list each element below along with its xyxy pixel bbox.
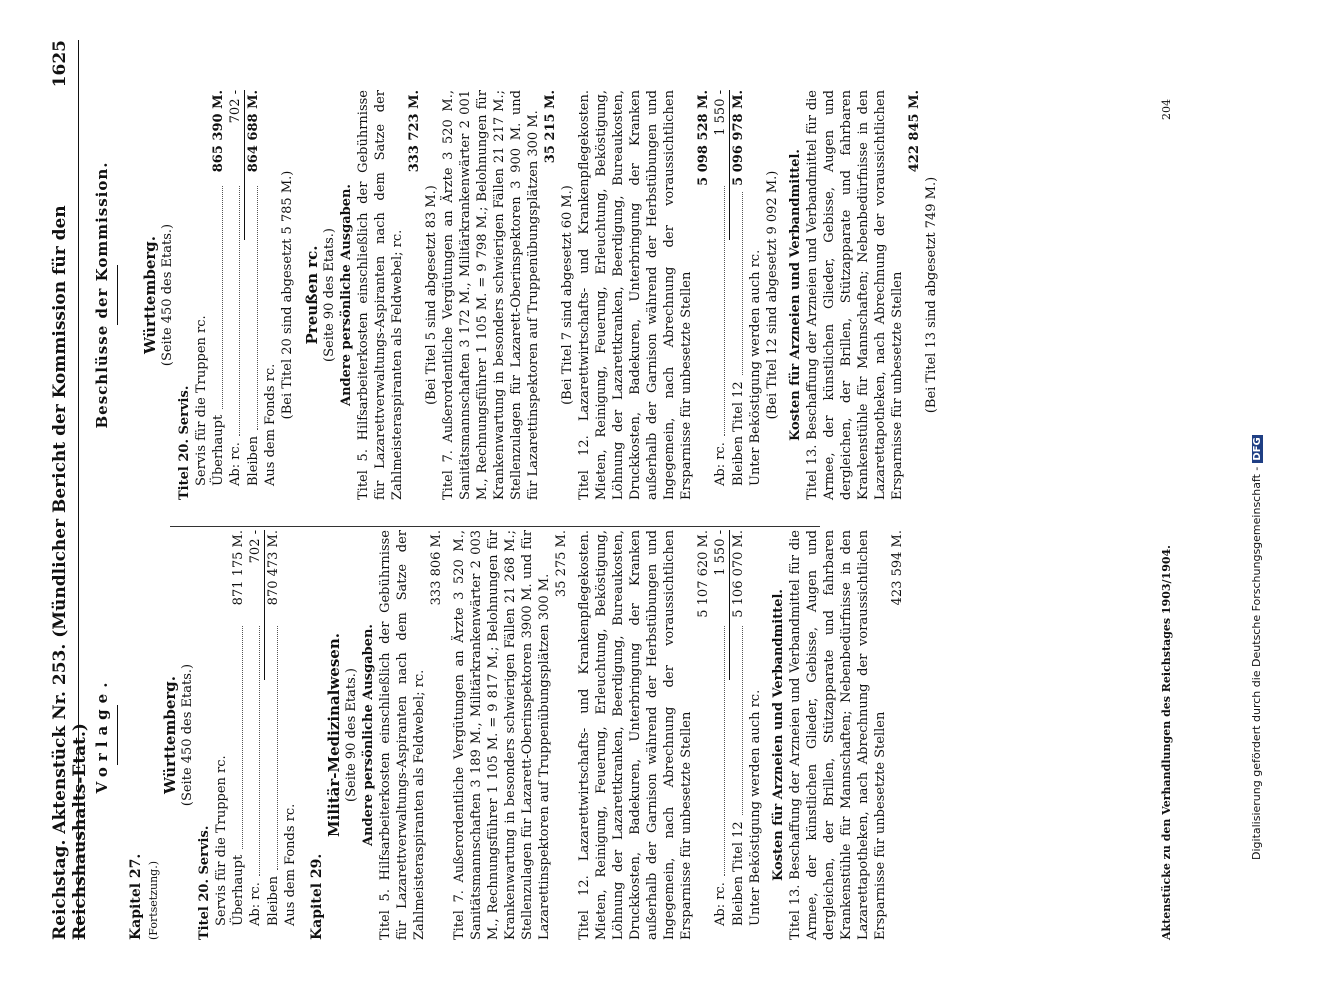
row-label: Bleiben [266, 876, 281, 926]
titel-13-text: Titel 13. Beschaffung der Arzneien und Verbandmittel für die Armee, der künstlichen Glieder, Gebisse, Augen und dergleichen, der Brillen, Stützapparate und fahrbaren Krankenstühle für Mannschaften; Nebenbedürfnisse in den Lazarettapotheken, nach Abrechnung der voraussichtlichen Ersparnisse für unbesetzte Stellen [788, 530, 888, 940]
kapitel-27-heading: Kapitel 27. [128, 853, 144, 940]
header-title: Reichstag. Aktenstück Nr. 253. (Mündlicher Bericht der Kommission für den Reichshaushalts-Etat.) [50, 205, 90, 940]
titel-12-text: Titel 12. Lazarettwirtschafts- und Krankenpflegekosten. Mieten, Reinigung, Feuerung, Erleuchtung, Beköstigung, Löhnung der Lazarettkranken, Beerdigung, Bureaukosten, Druckkosten, Badekuren, Unterbringung der Kranken außerhalb der Garnison während der Herbstübungen und Ingegemein, nach Abrechnung der voraussichtlichen Ersparnisse für unbesetzte Stellen [577, 530, 694, 940]
etat-reference: (Seite 450 des Etats.) [160, 223, 175, 367]
titel-7-amount: 35 275 M. [554, 530, 569, 598]
row-amount: 5 096 978 M. [731, 90, 746, 186]
titel-20-heading: Titel 20. Servis. [197, 825, 212, 940]
abgesetzt-note: (Bei Titel 20 sind abgesetzt 5 785 M.) [280, 170, 295, 420]
dot-leader [210, 186, 223, 409]
amount-row [247, 530, 264, 940]
amount-row [730, 530, 747, 940]
titel-7-text: Titel 7. Außerordentliche Vergütungen an Ärzte 3 520 M., Sanitätsmannschaften 3 172 M., Militärkrankenwärter 2 001 M., Rechnungsführer 1 105 M. = 9 798 M.; Belohnungen für Krankenwartung in besonders schwierigen Fällen 21 217 M.; Stellenzulagen für Lazarett-Oberinspektoren 3 900 M. und für Lazarettinspektoren auf Truppenübungsplätzen 300 M. [441, 90, 541, 500]
unter-text: Unter Beköstigung werden auch rc. [748, 249, 763, 486]
row-amount: 870 473 M. [266, 530, 281, 606]
dot-leader [265, 626, 278, 870]
row-amount: 702 - [248, 530, 263, 564]
row-label: Bleiben [246, 436, 261, 486]
kapitel-29-heading: Kapitel 29. [309, 853, 325, 940]
row-label: Ab: rc. [713, 442, 728, 486]
dot-leader [247, 626, 260, 876]
titel-13-text: Titel 13. Beschaffung der Arzneien und Verbandmittel für die Armee, der künstlichen Glieder, Gebisse, Augen und dergleichen, der Brillen, Stützapparate und fahrbaren Krankenstühle für Mannschaften; Nebenbedürfnisse in den Lazarettapotheken, nach Abrechnung der voraussichtlichen Ersparnisse für unbesetzte Stellen [805, 90, 905, 500]
dot-leader [245, 186, 258, 430]
row-amount: 5 106 070 M. [731, 530, 746, 618]
row-amount: 1 550 - [713, 90, 728, 136]
divider [117, 265, 118, 325]
column-beschluesse [90, 90, 940, 500]
row-label: Ab: rc. [228, 442, 243, 486]
section-wuerttemberg: Württemberg. [141, 236, 159, 354]
titel-12-amount: 5 107 620 M. [696, 530, 711, 618]
titel-13-amount: 422 845 M. [907, 90, 922, 173]
amount-row [245, 90, 262, 500]
amount-row [712, 90, 729, 500]
amount-row [712, 530, 729, 940]
unter-text: Unter Beköstigung werden auch rc. [748, 689, 763, 926]
digitization-note [1250, 435, 1263, 860]
row-amount: 702 - [228, 90, 243, 124]
subsection-heading: Andere persönliche Ausgaben. [339, 184, 354, 406]
dot-leader [230, 626, 243, 849]
row-label: Bleiben Titel 12 [731, 821, 746, 926]
dot-leader [712, 626, 725, 876]
row-label: Überhaupt [211, 414, 226, 486]
titel-20-text: Servis für die Truppen rc. [194, 315, 209, 486]
row-label: Überhaupt [231, 854, 246, 926]
etat-reference: (Seite 450 des Etats.) [180, 663, 195, 807]
abgesetzt-note: (Bei Titel 5 sind abgesetzt 83 M.) [424, 185, 439, 405]
column-vorlage [90, 530, 906, 940]
etat-reference: (Seite 90 des Etats.) [322, 228, 337, 362]
abgesetzt-note: (Bei Titel 12 sind abgesetzt 9 092 M.) [765, 170, 780, 420]
kapitel-27-subheading: (Fortsetzung.) [147, 861, 160, 940]
amount-row [730, 90, 747, 500]
row-amount: 871 175 M. [231, 530, 246, 606]
etat-reference: (Seite 90 des Etats.) [344, 668, 359, 802]
row-label: Bleiben Titel 12 [731, 381, 746, 486]
dot-leader [712, 186, 725, 436]
titel-12-text: Titel 12. Lazarettwirtschafts- und Krankenpflegekosten. Mieten, Reinigung, Feuerung, Erleuchtung, Beköstigung, Löhnung der Lazarettkranken, Beerdigung, Bureaukosten, Druckkosten, Badekuren, Unterbringung der Kranken außerhalb der Garnison während der Herbstübungen und Ingegemein, nach Abrechnung der voraussichtlichen Ersparnisse für unbesetzte Stellen [577, 90, 694, 500]
column-divider [170, 526, 820, 527]
dot-leader [227, 186, 240, 436]
row-amount: 865 390 M. [211, 90, 226, 173]
titel-20-heading: Titel 20. Servis. [177, 385, 192, 500]
row-amount: 1 550 - [713, 530, 728, 576]
abgesetzt-note: (Bei Titel 13 sind abgesetzt 749 M.) [924, 176, 939, 414]
titel-5-amount: 333 723 M. [407, 90, 422, 173]
amount-row [210, 90, 227, 500]
section-preussen: Preußen rc. [303, 245, 321, 345]
abgesetzt-note: (Bei Titel 7 sind abgesetzt 60 M.) [560, 185, 575, 405]
titel-20-text: Servis für die Truppen rc. [214, 755, 229, 926]
amount-row [265, 530, 282, 940]
column-title-beschluesse: Beschlüsse der Kommission. [93, 161, 111, 429]
titel-5-amount: 333 806 M. [429, 530, 444, 606]
fonds-text: Aus dem Fonds rc. [263, 363, 278, 486]
subsection-heading: Andere persönliche Ausgaben. [361, 624, 376, 846]
row-amount: 864 688 M. [246, 90, 261, 173]
divider [117, 705, 118, 765]
titel-13-amount: 423 594 M. [890, 530, 905, 606]
page-header [48, 40, 90, 940]
dot-leader [730, 626, 743, 815]
titel-7-amount: 35 215 M. [543, 90, 558, 164]
column-title-vorlage: Vorlage. [93, 676, 111, 794]
row-label: Ab: rc. [248, 882, 263, 926]
titel-12-amount: 5 098 528 M. [696, 90, 711, 186]
fonds-text: Aus dem Fonds rc. [283, 803, 298, 926]
footer-page-number: 204 [1160, 99, 1173, 120]
titel-5-text: Titel 5. Hilfsarbeiterkosten einschließlich der Gebührnisse für Lazarettverwaltungs-Aspiranten nach dem Satze der Zahlmeisteraspiranten als Feldwebel; rc. [356, 90, 405, 500]
dfg-logo: DFG [1252, 437, 1263, 461]
titel-5-text: Titel 5. Hilfsarbeiterkosten einschließlich der Gebührnisse für Lazarettverwaltungs-Aspiranten nach dem Satze der Zahlmeisteraspiranten als Feldwebel; rc. [378, 530, 427, 940]
section-militaer-medizinalwesen: Militär-Medizinalwesen. [325, 633, 343, 837]
digitization-text: Digitalisierung gefördert durch die Deutsche Forschungsgemeinschaft - [1250, 466, 1263, 860]
section-wuerttemberg: Württemberg. [161, 676, 179, 794]
subsection-heading: Kosten für Arzneien und Verbandmittel. [788, 149, 803, 441]
amount-row [227, 90, 244, 500]
header-page-number: 1625 [50, 40, 70, 88]
subsection-heading: Kosten für Arzneien und Verbandmittel. [771, 589, 786, 881]
page-footer: Aktenstücke zu den Verhandlungen des Reichstages 1903/1904. [1160, 545, 1173, 940]
dot-leader [730, 192, 743, 376]
amount-row [230, 530, 247, 940]
row-label: Ab: rc. [713, 882, 728, 926]
titel-7-text: Titel 7. Außerordentliche Vergütungen an Ärzte 3 520 M., Sanitätsmannschaften 3 189 M., Militärkrankenwärter 2 003 M., Rechnungsführer 1 105 M. = 9 817 M.; Belohnungen für Krankenwartung in besonders schwierigen Fällen 21 268 M.; Stellenzulagen für Lazarett-Oberinspektoren 3900 M. und für Lazarettinspektoren auf Truppenübungsplätzen 300 M. [452, 530, 552, 940]
